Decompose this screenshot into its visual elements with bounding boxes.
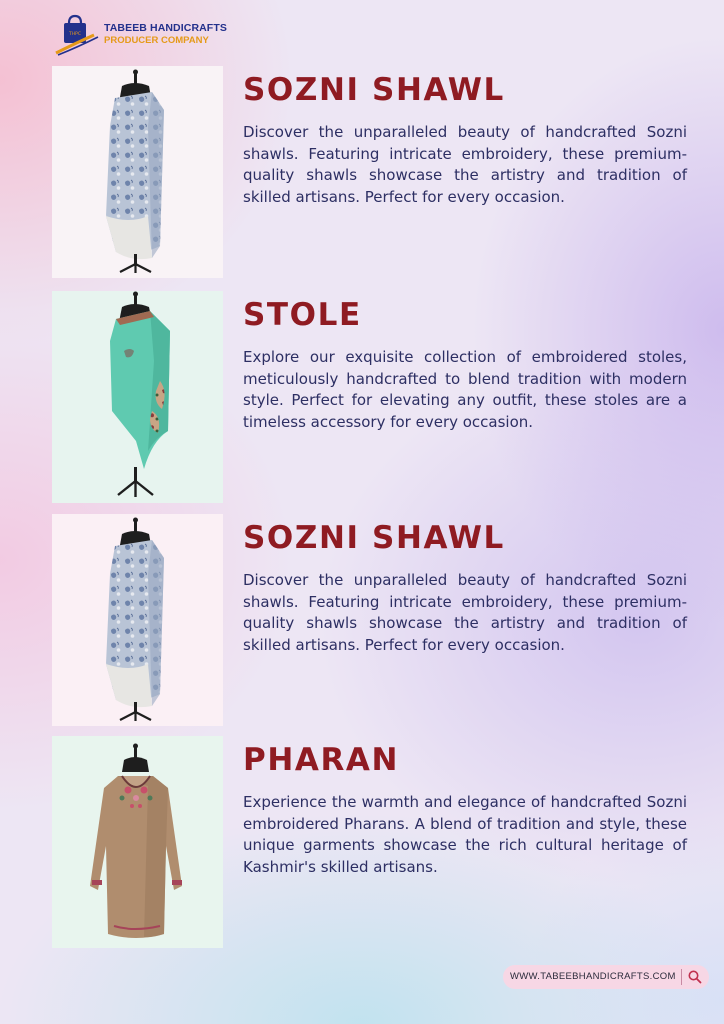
product-card (52, 514, 692, 726)
product-image-pharan[interactable] (52, 736, 223, 948)
product-description: Discover the unparalleled beauty of handcrafted Sozni shawls. Featuring intricate embroidery, these premium-quality shawls showcase the artistry and tradition of skilled artisans. Perfect for every occasion. (243, 571, 687, 655)
brand-name-line1: TABEEB HANDICRAFTS (104, 22, 227, 34)
product-description: Experience the warmth and elegance of handcrafted Sozni embroidered Pharans. A blend of tradition and style, these unique garments showcase the rich cultural heritage of Kashmir's skilled artisans. (243, 793, 687, 877)
stole-mannequin-illustration (52, 291, 223, 503)
product-card (52, 291, 692, 503)
product-image-sozni-shawl[interactable] (52, 514, 223, 726)
product-title: PHARAN (243, 742, 400, 778)
product-title: SOZNI SHAWL (243, 520, 505, 556)
product-image-sozni-shawl[interactable] (52, 66, 223, 278)
shawl-mannequin-illustration (52, 514, 223, 726)
search-icon[interactable] (687, 969, 703, 985)
product-image-stole[interactable] (52, 291, 223, 503)
product-description: Explore our exquisite collection of embroidered stoles, meticulously handcrafted to blend tradition with modern style. Perfect for elevating any outfit, these stoles are a timeless accessory for every occasion. (243, 348, 687, 432)
product-title: SOZNI SHAWL (243, 72, 505, 108)
svg-text:THPC: THPC (69, 32, 81, 37)
pharan-mannequin-illustration (52, 736, 223, 948)
website-url[interactable]: WWW.TABEEBHANDICRAFTS.COM (510, 971, 676, 982)
website-link[interactable] (503, 965, 709, 989)
product-description: Discover the unparalleled beauty of handcrafted Sozni shawls. Featuring intricate embroidery, these premium-quality shawls showcase the artistry and tradition of skilled artisans. Perfect for every occasion. (243, 123, 687, 207)
shawl-mannequin-illustration (52, 66, 223, 278)
brand-logo[interactable] (54, 13, 227, 59)
brand-name-line2: PRODUCER COMPANY (104, 35, 209, 46)
product-title: STOLE (243, 297, 362, 333)
product-card (52, 736, 692, 948)
divider (681, 969, 682, 985)
product-card (52, 66, 692, 278)
shopping-bag-swoosh-icon (54, 13, 102, 57)
